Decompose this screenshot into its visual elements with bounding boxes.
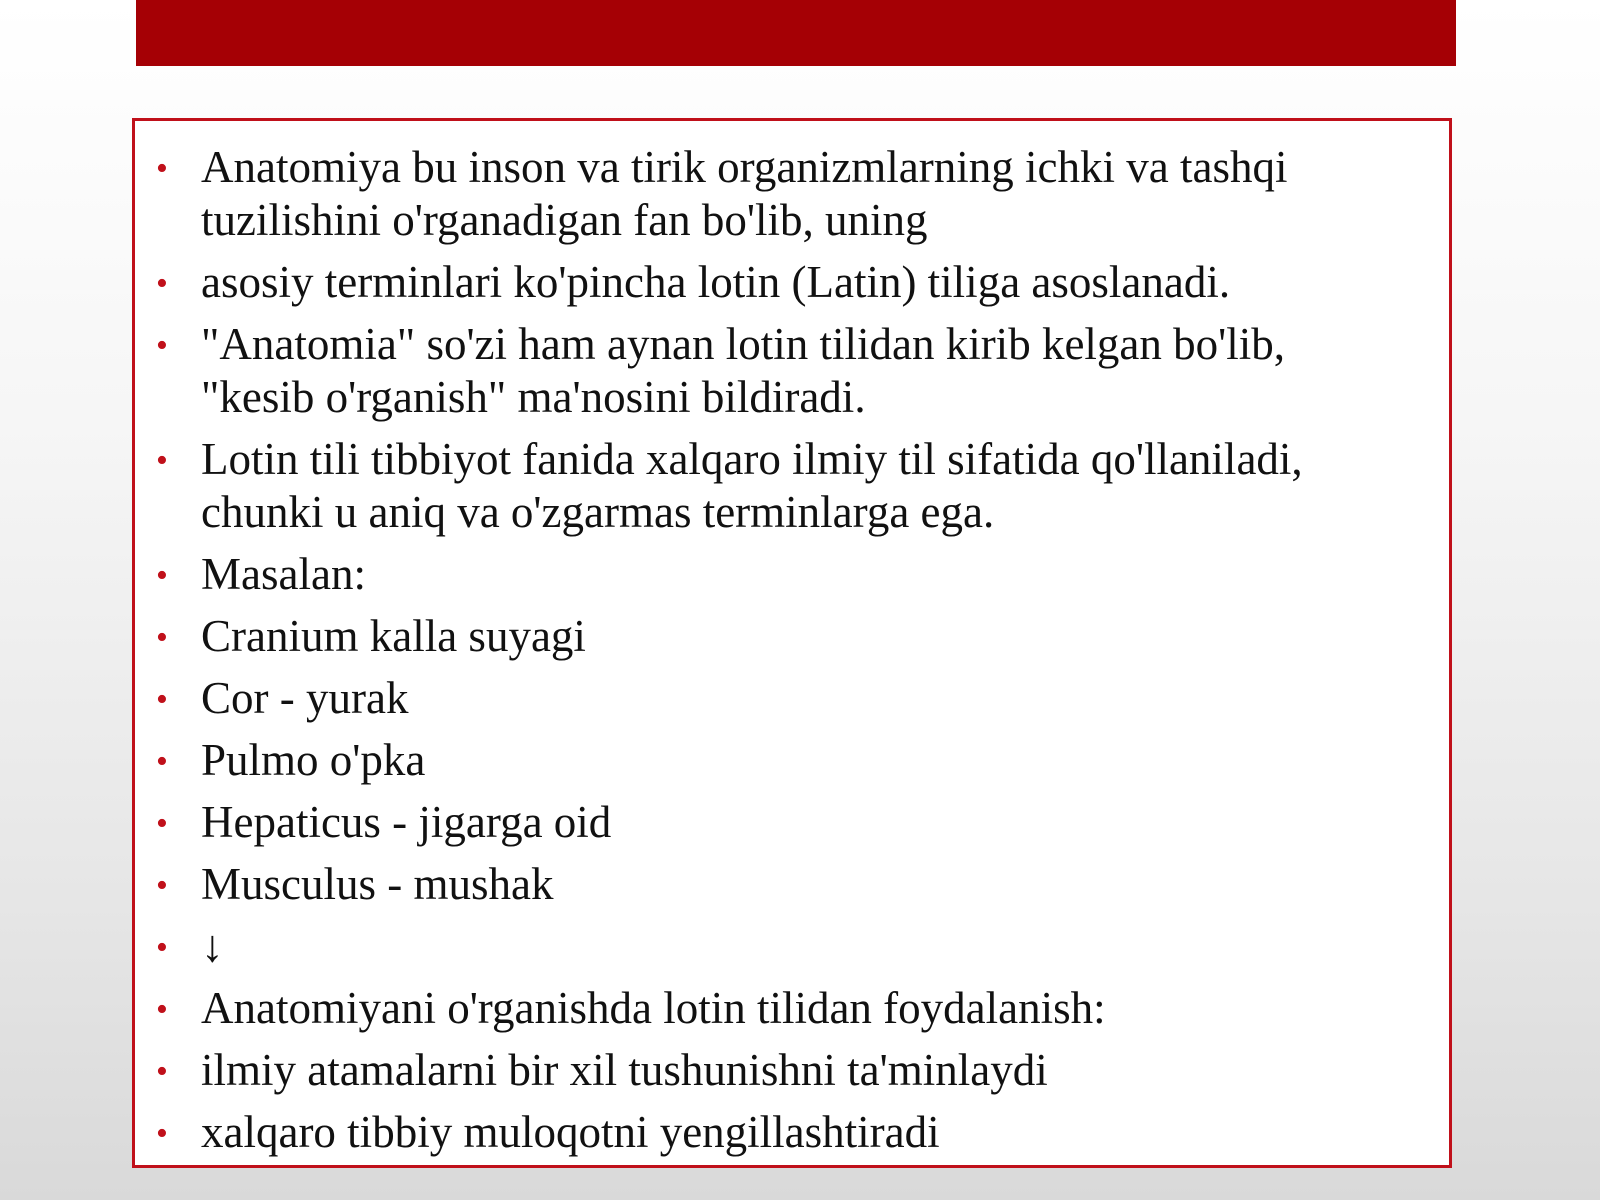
bullet-item <box>135 610 1409 663</box>
bullet-icon: • <box>156 619 168 656</box>
bullet-text: Anatomiyani o'rganishda lotin tilidan foydalanish: <box>201 983 1106 1033</box>
bullet-list <box>135 121 1449 1159</box>
bullet-text: Masalan: <box>201 549 366 599</box>
bullet-item <box>135 796 1409 849</box>
bullet-icon: • <box>156 1053 168 1090</box>
bullet-icon: • <box>156 929 168 966</box>
bullet-text: asosiy terminlari ko'pincha lotin (Latin) tiliga asoslanadi. <box>201 257 1231 307</box>
bullet-icon: • <box>156 150 168 187</box>
bullet-icon: • <box>156 1115 168 1152</box>
bullet-item <box>135 1044 1409 1097</box>
bullet-text: ilmiy atamalarni bir xil tushunishni ta'minlaydi <box>201 1045 1048 1095</box>
bullet-text: Cranium kalla suyagi <box>201 611 586 661</box>
bullet-icon: • <box>156 557 168 594</box>
bullet-text: Musculus - mushak <box>201 859 554 909</box>
bullet-item <box>135 548 1409 601</box>
bullet-text: "Anatomia" so'zi ham aynan lotin tilidan kirib kelgan bo'lib, "kesib o'rganish" ma'nosini bildiradi. <box>201 319 1285 422</box>
bullet-icon: • <box>156 681 168 718</box>
bullet-item <box>135 141 1409 247</box>
bullet-text: Lotin tili tibbiyot fanida xalqaro ilmiy til sifatida qo'llaniladi, chunki u aniq va o'zgarmas terminlarga ega. <box>201 434 1303 537</box>
bullet-item <box>135 318 1409 424</box>
bullet-item <box>135 1106 1409 1159</box>
bullet-item <box>135 920 1409 973</box>
bullet-text: Pulmo o'pka <box>201 735 426 785</box>
bullet-icon: • <box>156 805 168 842</box>
bullet-item <box>135 982 1409 1035</box>
bullet-text: Hepaticus - jigarga oid <box>201 797 612 847</box>
bullet-icon: • <box>156 265 168 302</box>
bullet-item <box>135 672 1409 725</box>
bullet-icon: • <box>156 867 168 904</box>
bullet-item <box>135 433 1409 539</box>
bullet-text: Cor - yurak <box>201 673 409 723</box>
bullet-text: Anatomiya bu inson va tirik organizmlarning ichki va tashqi tuzilishini o'rganadigan fan bo'lib, uning <box>201 142 1288 245</box>
bullet-item <box>135 734 1409 787</box>
bullet-item <box>135 858 1409 911</box>
bullet-icon: • <box>156 442 168 479</box>
bullet-icon: • <box>156 743 168 780</box>
content-box <box>132 118 1452 1168</box>
bullet-icon: • <box>156 991 168 1028</box>
arrow-down-icon: ↓ <box>201 921 224 971</box>
bullet-item <box>135 256 1409 309</box>
bullet-icon: • <box>156 327 168 364</box>
title-bar <box>136 0 1456 66</box>
bullet-text: xalqaro tibbiy muloqotni yengillashtiradi <box>201 1107 940 1157</box>
